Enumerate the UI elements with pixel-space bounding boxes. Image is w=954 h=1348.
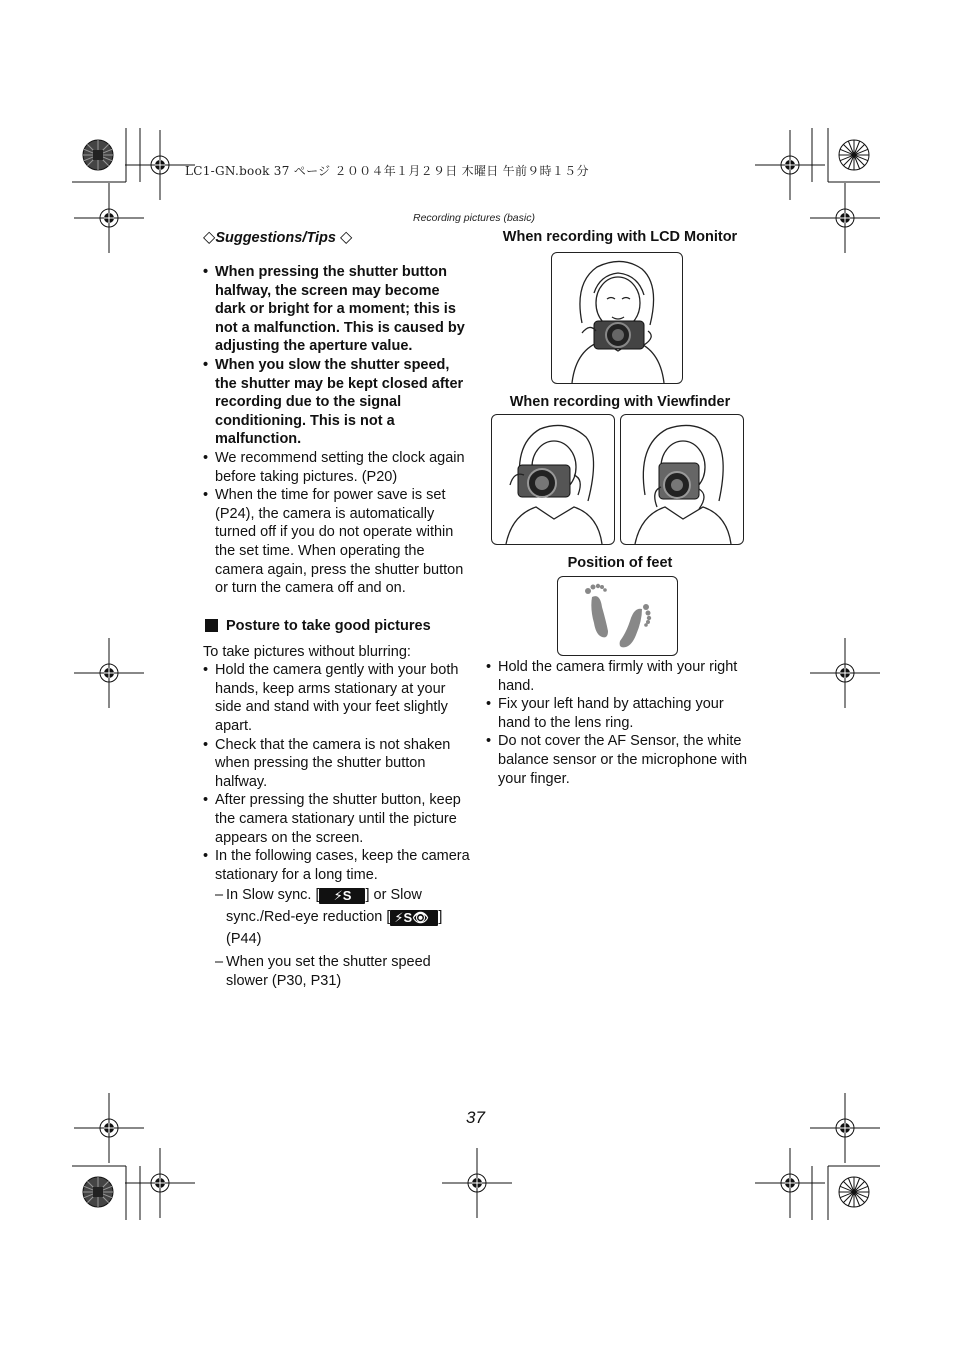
list-item: • After pressing the shutter button, keep the camera stationary until the picture appears on the screen. (203, 791, 473, 847)
square-bullet-icon (205, 619, 218, 632)
posture-heading-text: Posture to take good pictures (226, 617, 431, 634)
list-item: • When pressing the shutter button halfway, the screen may become dark or bright for a moment; this is not a malfunction. This is caused by adjusting the aperture value. (203, 263, 473, 356)
tips-heading (203, 228, 473, 248)
sub-text: ] (P44) (226, 909, 443, 948)
viewfinder-illustration-side (620, 414, 744, 545)
lcd-monitor-illustration (551, 252, 683, 384)
list-item: • Check that the camera is not shaken when pressing the shutter button halfway. (203, 736, 473, 792)
page-number: 37 (466, 1108, 485, 1127)
list-item: • We recommend setting the clock again before taking pictures. (P20) (203, 449, 473, 486)
feet-position-illustration (557, 576, 678, 656)
list-item: • When the time for power save is set (P24), the camera is automatically turned off if you do not operate within the set time. When operating the camera again, press the shutter button or turn the camera off and on. (203, 486, 473, 598)
sub-list-item (215, 884, 473, 950)
person-lcd-icon (552, 253, 682, 383)
list-item: • Do not cover the AF Sensor, the white balance sensor or the microphone with your finger. (486, 732, 754, 788)
section-header: Recording pictures (basic) (413, 212, 535, 224)
slow-sync-flash-icon: ⚡S (319, 888, 365, 904)
list-item-text: In the following cases, keep the camera stationary for a long time. (215, 848, 470, 883)
posture-intro: To take pictures without blurring: (203, 643, 411, 660)
sub-list (215, 884, 473, 990)
hold-tips-list (486, 658, 754, 788)
list-item: • When you slow the shutter speed, the shutter may be kept closed after recording due to the signal conditioning. This is not a malfunction. (203, 356, 473, 449)
viewfinder-caption: When recording with Viewfinder (509, 394, 731, 410)
sub-text: ] or Slow sync./Red-eye reduction [ (226, 887, 422, 926)
redeye-slow-sync-icon: ⚡S👁 (390, 910, 438, 926)
tips-title: Suggestions/Tips (215, 230, 336, 246)
list-item: • Fix your left hand by attaching your hand to the lens ring. (486, 695, 754, 732)
list-item: • Hold the camera firmly with your right hand. (486, 658, 754, 695)
sub-list-item: – When you set the shutter speed slower (P30, P31) (215, 953, 473, 990)
left-column (203, 228, 473, 991)
viewfinder-illustration-front (491, 414, 615, 545)
diamond-icon: ◇ (339, 229, 353, 246)
tips-list (203, 263, 473, 598)
posture-list (203, 661, 473, 990)
list-item (203, 847, 473, 990)
person-viewfinder-icon (492, 415, 614, 544)
feet-caption: Position of feet (567, 555, 673, 571)
sub-text: In Slow sync. [ (226, 887, 320, 904)
print-info-line: LC1-GN.book 37 ページ ２００４年１月２９日 木曜日 午前９時１５分 (185, 164, 589, 178)
lcd-caption: When recording with LCD Monitor (502, 229, 738, 245)
posture-heading (203, 616, 473, 636)
diamond-icon: ◇ (203, 229, 216, 246)
list-item: • Hold the camera gently with your both hands, keep arms stationary at your side and stand with your feet slightly apart. (203, 661, 473, 735)
person-viewfinder-side-icon (621, 415, 743, 544)
footprints-icon (558, 577, 677, 655)
